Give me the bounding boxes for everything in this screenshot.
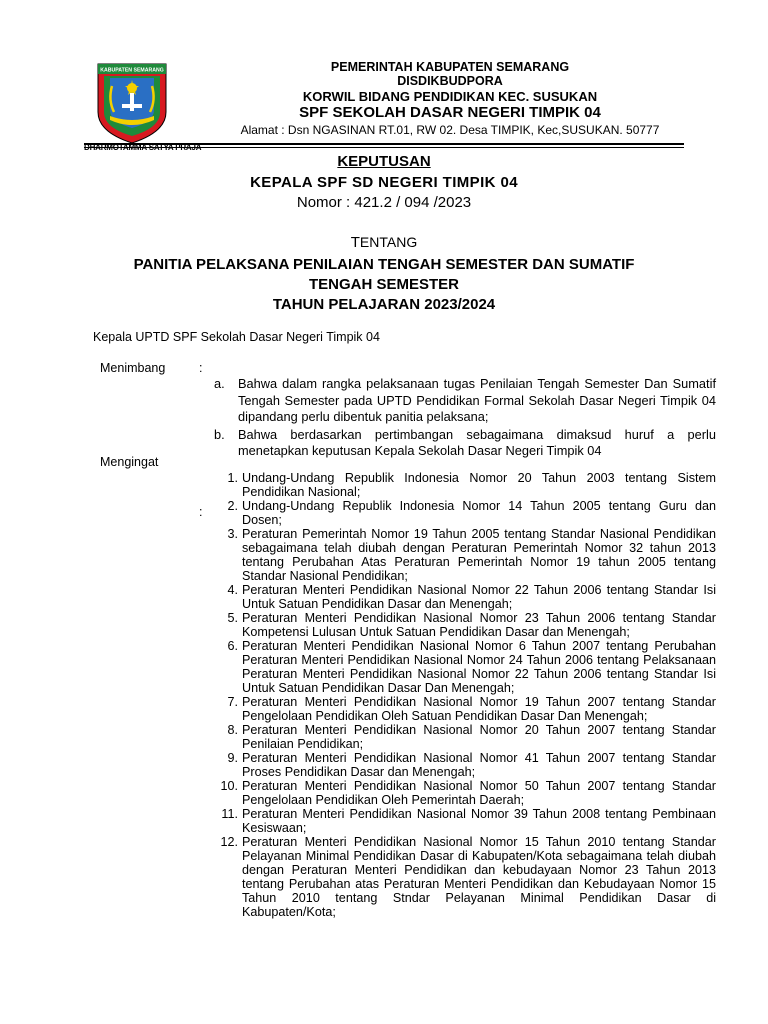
list-item xyxy=(214,471,716,499)
item-marker: 12. xyxy=(220,835,238,849)
list-item xyxy=(214,835,716,919)
list-item xyxy=(214,427,716,460)
decree-heading: KEPUTUSAN xyxy=(337,153,431,170)
item-text: Peraturan Menteri Pendidikan Nasional Nomor 19 Tahun 2007 tentang Standar Pengelolaan Pendidikan Oleh Satuan Pendidikan Dasar Dan Menengah; xyxy=(242,695,716,723)
item-marker: 11. xyxy=(221,807,238,821)
item-marker: 10. xyxy=(220,779,238,793)
menimbang-list xyxy=(214,376,716,461)
item-marker: 7. xyxy=(227,695,238,709)
menimbang-label: Menimbang xyxy=(100,361,166,375)
emblem-text: KABUPATEN SEMARANG xyxy=(100,67,164,74)
letterhead-rule-thick xyxy=(84,143,684,145)
item-marker: 2. xyxy=(227,499,238,513)
decree-number: Nomor : 421.2 / 094 /2023 xyxy=(296,194,472,211)
kabupaten-semarang-emblem xyxy=(96,60,168,144)
item-marker: 9. xyxy=(227,751,238,765)
decree-subject-line3: TAHUN PELAJARAN 2023/2024 xyxy=(272,296,496,313)
item-marker: b. xyxy=(214,426,225,442)
mengingat-label: Mengingat xyxy=(100,455,159,469)
mengingat-list xyxy=(214,471,716,919)
decree-subject-line2: TENGAH SEMESTER xyxy=(308,276,459,293)
list-item xyxy=(214,527,716,583)
tentang-initial: T xyxy=(350,234,360,251)
item-text: Peraturan Menteri Pendidikan Nasional Nomor 22 Tahun 2006 tentang Standar Isi Untuk Satuan Pendidikan Dasar dan Menengah; xyxy=(242,583,716,611)
list-item xyxy=(214,807,716,835)
item-text: Undang-Undang Republik Indonesia Nomor 14 Tahun 2005 tentang Guru dan Dosen; xyxy=(242,499,716,527)
decree-tentang xyxy=(0,234,768,251)
list-item xyxy=(214,695,716,723)
letterhead-address: Alamat : Dsn NGASINAN RT.01, RW 02. Desa TIMPIK, Kec,SUSUKAN. 50777 xyxy=(240,123,660,137)
list-item xyxy=(214,376,716,426)
list-item xyxy=(214,583,716,611)
item-marker: 4. xyxy=(227,583,238,597)
item-text: Peraturan Menteri Pendidikan Nasional Nomor 15 Tahun 2010 tentang Standar Pelayanan Minimal Pendidikan Dasar di Kabupaten/Kota sebagaimana telah diubah dengan Peraturan Menteri Pendidikan dan kebudayaan Nomor 23 Tahun 2013 tentang Perubahan atas Peraturan Menteri Pendidikan dan Kebudayaan Nomor 15 Tahun 2010 tentang Stndar Pelayanan Minimal Pendidikan Dasar di Kabupaten/Kota; xyxy=(242,835,716,919)
list-item xyxy=(214,723,716,751)
item-marker: 1. xyxy=(227,471,238,485)
list-item xyxy=(214,611,716,639)
item-text: Peraturan Pemerintah Nomor 19 Tahun 2005 tentang Standar Nasional Pendidikan sebagaimana telah diubah dengan Peraturan Pemerintah Nomor 32 tahun 2013 tentang Perubahan Atas Peraturan Pemerintah Nomor 19 tahun 2005 tentang Standar Nasional Pendidikan; xyxy=(242,527,716,583)
list-item xyxy=(214,499,716,527)
item-text: Bahwa dalam rangka pelaksanaan tugas Penilaian Tengah Semester Dan Sumatif Tengah Semester pada UPTD Pendidikan Formal Sekolah Dasar Negeri Timpik 04 dipandang perlu dibentuk panitia pelaksana; xyxy=(238,376,716,424)
letterhead-school-name: SPF SEKOLAH DASAR NEGERI TIMPIK 04 xyxy=(299,104,601,121)
list-item xyxy=(214,639,716,695)
opening-line: Kepala UPTD SPF Sekolah Dasar Negeri Timpik 04 xyxy=(93,330,380,344)
letterhead-government: PEMERINTAH KABUPATEN SEMARANG xyxy=(330,60,570,74)
tentang-rest: ENTANG xyxy=(359,234,418,250)
item-text: Peraturan Menteri Pendidikan Nasional Nomor 41 Tahun 2007 tentang Standar Proses Pendidikan Dasar dan Menengah; xyxy=(242,751,716,779)
item-marker: 5. xyxy=(227,611,238,625)
list-item xyxy=(214,779,716,807)
letterhead-rule-thin xyxy=(84,147,684,148)
item-marker: 6. xyxy=(227,639,238,653)
mengingat-colon: : xyxy=(199,505,203,519)
menimbang-colon: : xyxy=(199,361,203,375)
item-text: Undang-Undang Republik Indonesia Nomor 20 Tahun 2003 tentang Sistem Pendidikan Nasional; xyxy=(242,471,716,499)
item-text: Peraturan Menteri Pendidikan Nasional Nomor 39 Tahun 2008 tentang Pembinaan Kesiswaan; xyxy=(242,807,716,835)
list-item xyxy=(214,751,716,779)
decree-subject-line1: PANITIA PELAKSANA PENILAIAN TENGAH SEMESTER DAN SUMATIF xyxy=(133,256,635,273)
item-marker: a. xyxy=(214,376,225,391)
item-text: Peraturan Menteri Pendidikan Nasional Nomor 50 Tahun 2007 tentang Standar Pengelolaan Pendidikan Oleh Pemerintah Daerah; xyxy=(242,779,716,807)
decree-issuer: KEPALA SPF SD NEGERI TIMPIK 04 xyxy=(250,174,518,191)
item-text: Peraturan Menteri Pendidikan Nasional Nomor 23 Tahun 2006 tentang Standar Kompetensi Lulusan Untuk Satuan Pendidikan Dasar dan Menengah; xyxy=(242,611,716,639)
item-marker: 8. xyxy=(227,723,238,737)
item-text: Peraturan Menteri Pendidikan Nasional Nomor 20 Tahun 2007 tentang Standar Penilaian Pendidikan; xyxy=(242,723,716,751)
letterhead-department: DISDIKBUDPORA xyxy=(397,74,503,88)
item-marker: 3. xyxy=(227,527,238,541)
letterhead-korwil: KORWIL BIDANG PENDIDIKAN KEC. SUSUKAN xyxy=(302,89,598,104)
item-text: Peraturan Menteri Pendidikan Nasional Nomor 6 Tahun 2007 tentang Perubahan Peraturan Menteri Pendidikan Nasional Nomor 24 Tahun 2006 tentang Pelaksanaan Peraturan Menteri Pendidikan Nasional Nomor 22 Tahun 2006 tentang Standar Isi Untuk Satuan Pendidikan Dasar Dan Menengah; xyxy=(242,639,716,695)
item-text: Bahwa berdasarkan pertimbangan sebagaimana dimaksud huruf a perlu menetapkan keputusan Kepala Sekolah Dasar Negeri Timpik 04 xyxy=(238,426,716,458)
emblem-motto: DHARMOTAMMA SATYA PRAJA xyxy=(84,143,202,152)
